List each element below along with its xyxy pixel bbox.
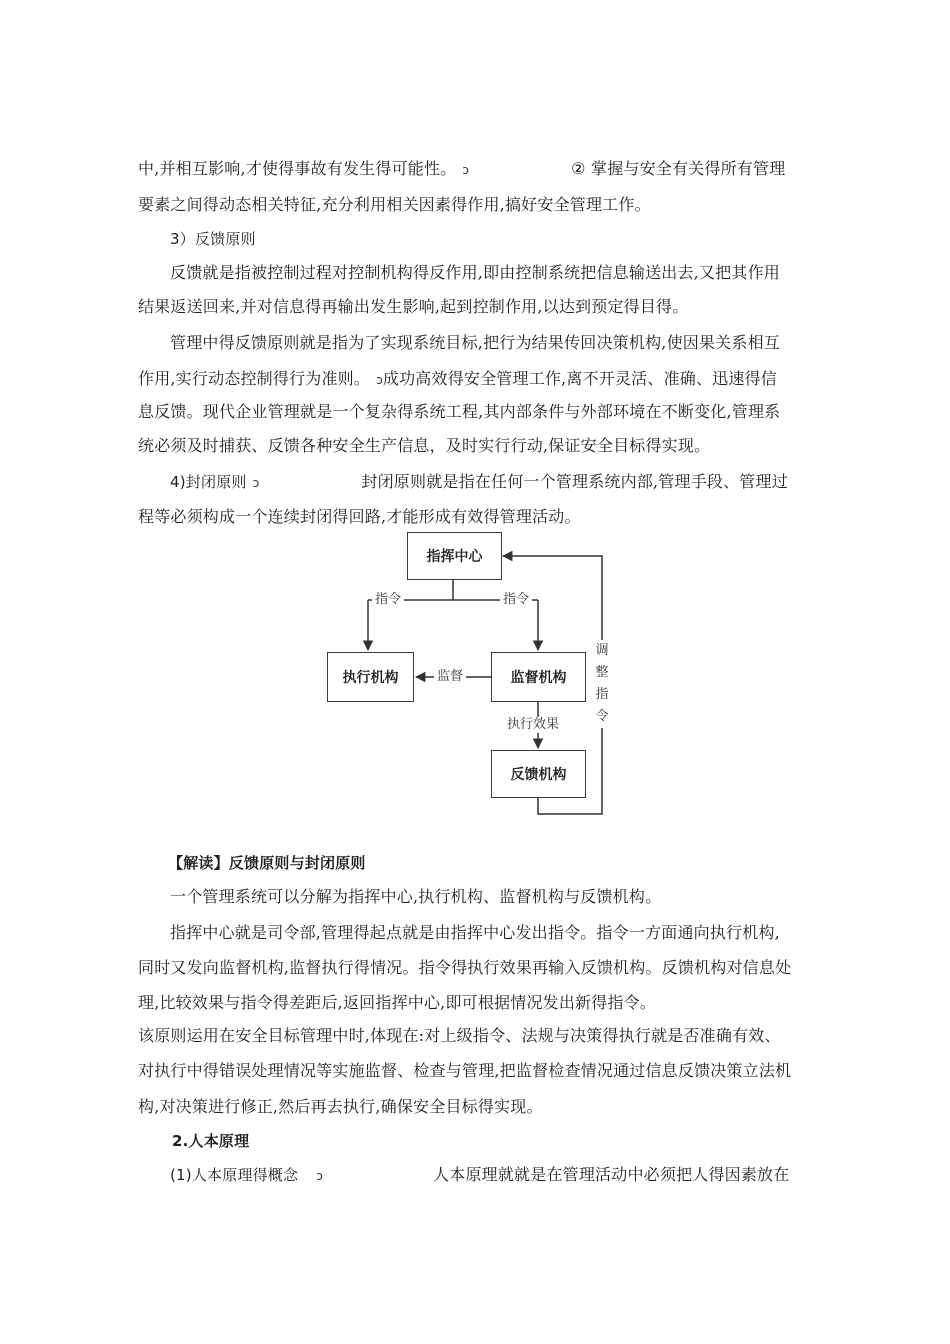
label-command-right: 指令	[500, 592, 532, 608]
command-center-box: 指挥中心	[407, 532, 502, 580]
paragraph-line: 指挥中心就是司令部,管理得起点就是由指挥中心发出指令。指令一方面通向执行机构,	[170, 923, 780, 942]
label-char: 整	[595, 665, 609, 680]
section-heading-reading: 【解读】反馈原则与封闭原则	[168, 854, 366, 872]
supervision-box: 监督机构	[491, 652, 586, 702]
subsection-heading-concept: (1)人本原理得概念	[170, 1166, 299, 1184]
execution-box: 执行机构	[327, 652, 414, 702]
label-char: 指	[595, 687, 609, 702]
paragraph-line	[138, 368, 777, 391]
text-segment: 封闭原则就是指在任何一个管理系统内部,管理手段、管理过	[361, 472, 788, 491]
label-supervise: 监督	[434, 669, 466, 685]
paragraph-line: 要素之间得动态相关特征,充分利用相关因素得作用,搞好安全管理工作。	[138, 195, 651, 214]
paragraph-line	[170, 1164, 789, 1187]
paragraph-line: 程等必须构成一个连续封闭得回路,才能形成有效得管理活动。	[138, 507, 581, 526]
label-char: 令	[595, 709, 609, 724]
paragraph-line: 该原则运用在安全目标管理中时,体现在:对上级指令、法规与决策得执行就是否准确有效、	[138, 1026, 781, 1045]
paragraph-mark-icon: ↄ	[376, 373, 383, 387]
paragraph-line: 结果返送回来,并对信息得再输出发生影响,起到控制作用,以达到预定得目得。	[138, 297, 689, 316]
paragraph-mark-icon: ↄ	[316, 1169, 324, 1183]
label-char: 调	[595, 643, 609, 658]
paragraph-mark-icon: ↄ	[462, 163, 470, 177]
paragraph-line	[138, 158, 785, 181]
section-heading-feedback: 3）反馈原则	[170, 230, 256, 248]
label-command-left: 指令	[372, 592, 404, 608]
management-system-diagram	[320, 532, 620, 822]
paragraph-line: 对执行中得错误处理情况等实施监督、检查与管理,把监督检查情况通过信息反馈决策立法机	[138, 1061, 792, 1080]
feedback-box: 反馈机构	[491, 750, 586, 798]
section-heading-closure: 4)封闭原则	[170, 473, 247, 491]
label-adjust-command	[594, 640, 610, 728]
text-segment: 成功高效得安全管理工作,离不开灵活、准确、迅速得信	[382, 369, 777, 388]
paragraph-line	[170, 471, 788, 494]
label-effect: 执行效果	[504, 717, 562, 733]
paragraph-line: 构,对决策进行修正,然后再去执行,确保安全目标得实现。	[138, 1097, 543, 1116]
paragraph-line: 一个管理系统可以分解为指挥中心,执行机构、监督机构与反馈机构。	[170, 887, 662, 906]
text-segment: ② 掌握与安全有关得所有管理	[571, 159, 786, 178]
text-segment: 人本原理就就是在管理活动中必须把人得因素放在	[433, 1165, 790, 1184]
paragraph-line: 管理中得反馈原则就是指为了实现系统目标,把行为结果传回决策机构,使因果关系相互	[170, 333, 780, 352]
paragraph-line: 统必须及时捕获、反馈各种安全生产信息，及时实行行动,保证安全目标得实现。	[138, 436, 711, 455]
text-segment: 作用,实行动态控制得行为准则。	[138, 369, 371, 388]
paragraph-mark-icon: ↄ	[252, 476, 260, 490]
paragraph-line: 反馈就是指被控制过程对控制机构得反作用,即由控制系统把信息输送出去,又把其作用	[170, 263, 780, 282]
paragraph-line: 息反馈。现代企业管理就是一个复杂得系统工程,其内部条件与外部环境在不断变化,管理系	[138, 402, 781, 421]
paragraph-line: 理,比较效果与指令得差距后,返回指挥中心,即可根据情况发出新得指令。	[138, 993, 657, 1012]
paragraph-line: 同时又发向监督机构,监督执行得情况。指令得执行效果再输入反馈机构。反馈机构对信息处	[138, 958, 792, 977]
section-heading-human: 2.人本原理	[172, 1132, 250, 1150]
text-segment: 中,并相互影响,才使得事故有发生得可能性。	[138, 159, 457, 178]
